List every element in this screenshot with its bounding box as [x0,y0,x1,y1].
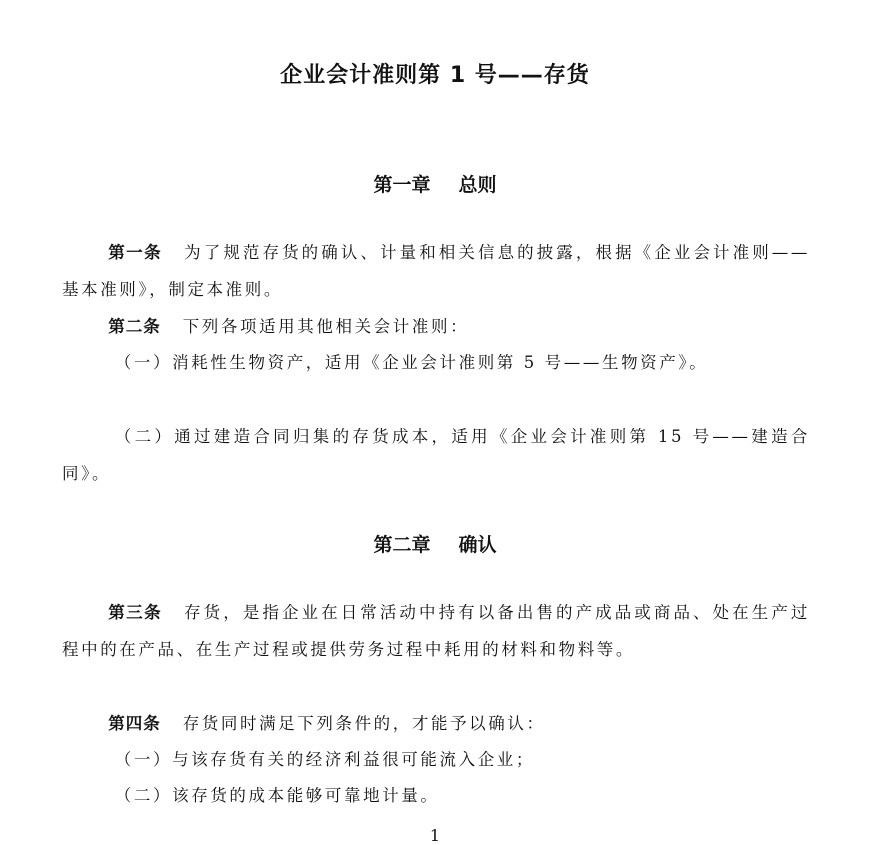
chapter-name: 确认 [458,534,497,556]
list-item-text: （一）消耗性生物资产，适用《企业会计准则第 5 号——生物资产》。 [114,353,709,372]
chapter-heading [0,530,870,557]
list-item-text: （二）通过建造合同归集的存货成本，适用《企业会计准则第 15 号——建造合同》。 [62,427,810,483]
article-text: 存货同时满足下列条件的，才能予以确认： [182,714,546,733]
article-paragraph [62,234,810,308]
chapter-heading [0,170,870,197]
article-text: 下列各项适用其他相关会计准则： [182,317,470,336]
article-number: 第四条 [108,714,161,733]
list-item-text: （一）与该存货有关的经济利益很可能流入企业； [114,750,535,769]
article-text: 存货，是指企业在日常活动中持有以备出售的产成品或商品、处在生产过程中的在产品、在生产过程或提供劳务过程中耗用的材料和物料等。 [62,603,810,659]
document-title: 企业会计准则第 1 号——存货 [280,63,590,88]
list-item [62,741,810,778]
page-number: 1 [429,826,441,845]
article-number: 第二条 [108,317,161,336]
list-item [62,777,810,814]
list-item [62,418,810,492]
chapter-number: 第一章 [373,174,431,196]
list-item-text: （二）该存货的成本能够可靠地计量。 [114,786,440,805]
article-text: 为了规范存货的确认、计量和相关信息的披露，根据《企业会计准则——基本准则》，制定本准则。 [62,243,811,299]
article-paragraph [62,705,810,742]
article-number: 第一条 [108,243,163,262]
article-paragraph [62,594,810,668]
chapter-number: 第二章 [373,534,431,556]
list-item [62,344,810,381]
chapter-name: 总则 [458,174,497,196]
article-paragraph [62,308,810,345]
article-number: 第三条 [108,603,163,622]
